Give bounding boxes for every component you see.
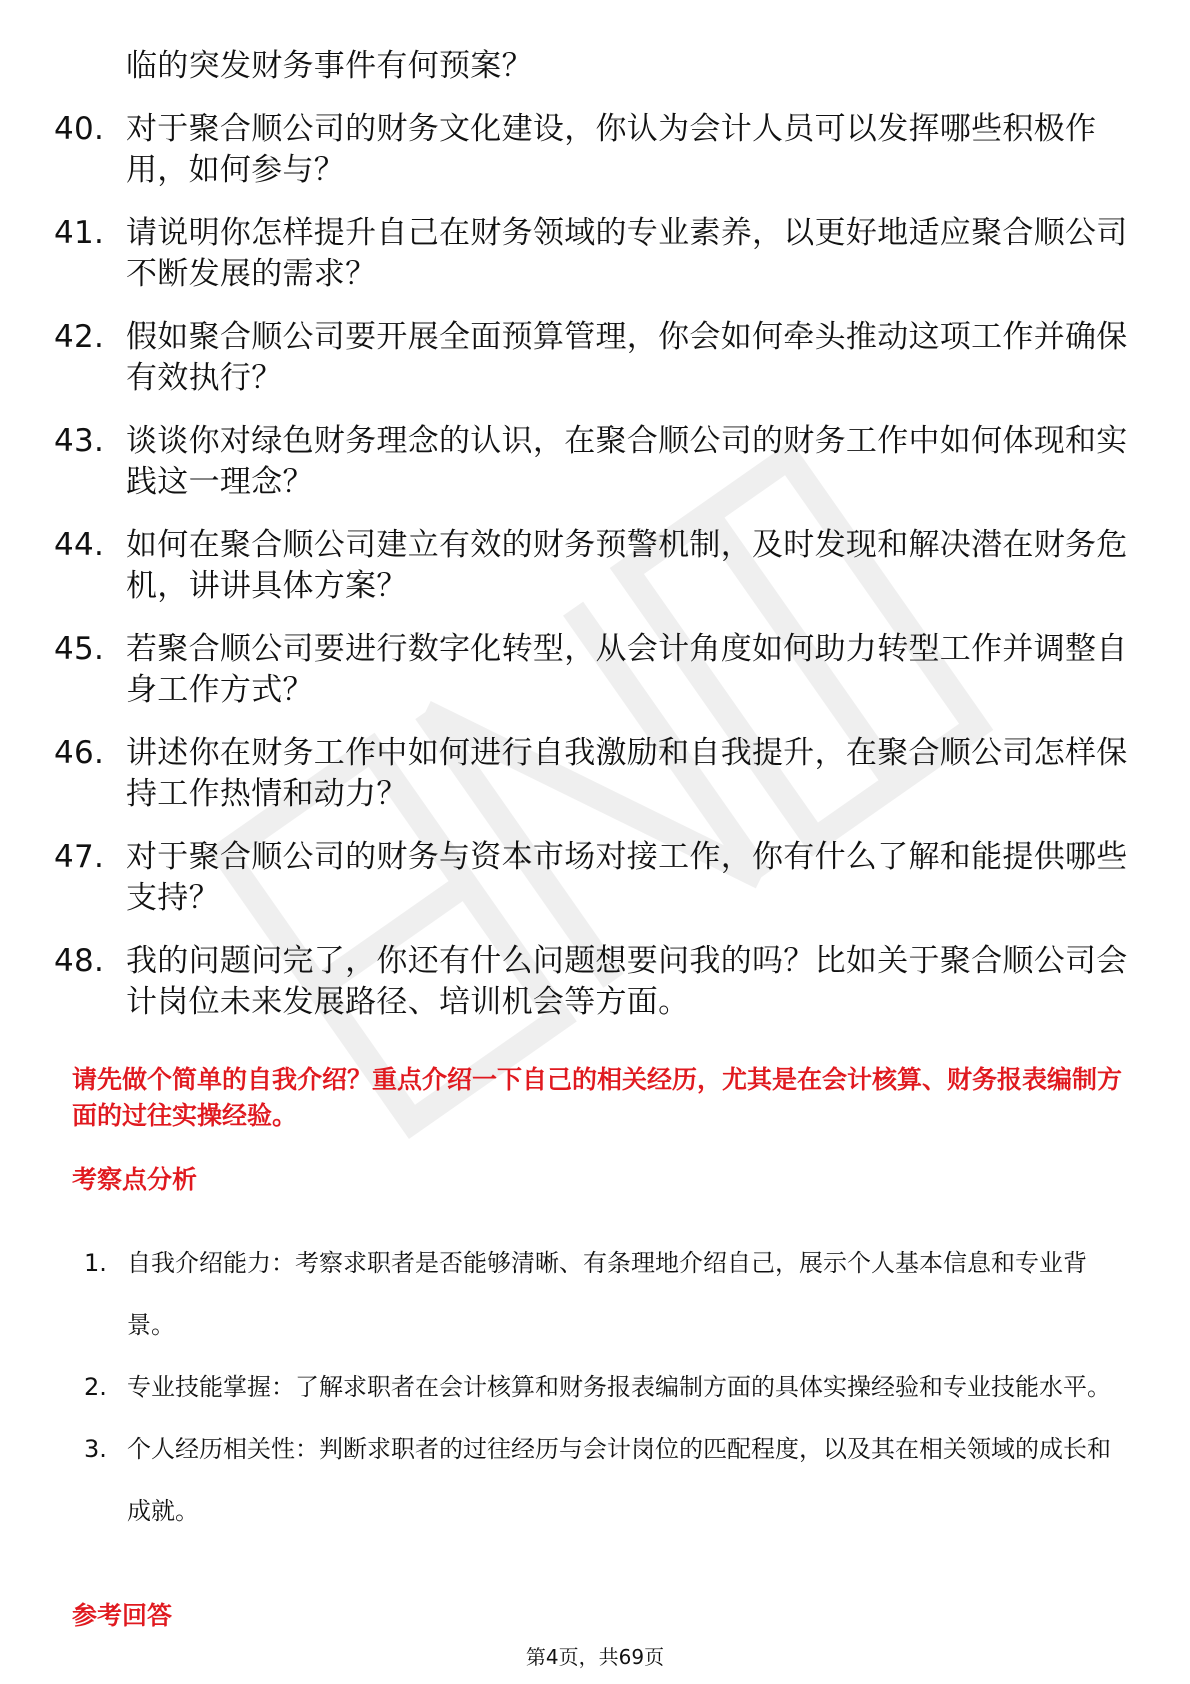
highlight-question: 请先做个简单的自我介绍？重点介绍一下自己的相关经历，尤其是在会计核算、财务报表编制方面的过往实操经验。 (72, 1065, 1123, 1130)
question-number: 45. (54, 631, 105, 667)
question-item (54, 213, 1144, 295)
question-text: 如何在聚合顺公司建立有效的财务预警机制，及时发现和解决潜在财务危机，讲讲具体方案？ (126, 527, 1128, 604)
page-footer: 第4页，共69页 (525, 1645, 665, 1669)
analysis-number: 1. (84, 1249, 107, 1277)
question-text: 我的问题问完了，你还有什么问题想要问我的吗？比如关于聚合顺公司会计岗位未来发展路径、培训机会等方面。 (126, 943, 1128, 1020)
question-item (54, 733, 1144, 815)
reference-heading: 参考回答 (72, 1601, 173, 1630)
analysis-item (84, 1232, 1124, 1356)
question-number: 40. (54, 111, 105, 147)
question-text: 讲述你在财务工作中如何进行自我激励和自我提升，在聚合顺公司怎样保持工作热情和动力？ (126, 735, 1128, 812)
question-item (54, 629, 1144, 711)
analysis-text: 自我介绍能力：考察求职者是否能够清晰、有条理地介绍自己，展示个人基本信息和专业背景。 (127, 1249, 1087, 1339)
question-number: 43. (54, 423, 105, 459)
question-text: 对于聚合顺公司的财务与资本市场对接工作，你有什么了解和能提供哪些支持？ (126, 839, 1128, 916)
question-text: 对于聚合顺公司的财务文化建设，你认为会计人员可以发挥哪些积极作用，如何参与？ (126, 111, 1097, 188)
analysis-heading: 考察点分析 (72, 1165, 198, 1194)
question-text: 若聚合顺公司要进行数字化转型，从会计角度如何助力转型工作并调整自身工作方式？ (126, 631, 1128, 708)
question-text: 假如聚合顺公司要开展全面预算管理，你会如何牵头推动这项工作并确保有效执行？ (126, 319, 1128, 396)
question-item (54, 525, 1144, 607)
analysis-list (84, 1232, 1124, 1542)
question-item (54, 421, 1144, 503)
analysis-item (84, 1356, 1124, 1418)
question-item (54, 109, 1144, 191)
question-item (54, 317, 1144, 399)
question-number: 42. (54, 319, 105, 355)
question-item (54, 837, 1144, 919)
analysis-number: 3. (84, 1435, 107, 1463)
question-text: 临的突发财务事件有何预案？ (126, 48, 533, 84)
question-number: 41. (54, 215, 105, 251)
analysis-number: 2. (84, 1373, 107, 1401)
question-number: 48. (54, 943, 105, 979)
question-item (54, 46, 1144, 87)
analysis-text: 个人经历相关性：判断求职者的过往经历与会计岗位的匹配程度，以及其在相关领域的成长和成就。 (127, 1435, 1111, 1525)
question-number: 44. (54, 527, 105, 563)
question-number: 46. (54, 735, 105, 771)
question-text: 请说明你怎样提升自己在财务领域的专业素养，以更好地适应聚合顺公司不断发展的需求？ (126, 215, 1128, 292)
question-item (54, 941, 1144, 1023)
question-list (54, 46, 1144, 1045)
analysis-item (84, 1418, 1124, 1542)
analysis-text: 专业技能掌握：了解求职者在会计核算和财务报表编制方面的具体实操经验和专业技能水平。 (127, 1373, 1111, 1401)
question-text: 谈谈你对绿色财务理念的认识，在聚合顺公司的财务工作中如何体现和实践这一理念？ (126, 423, 1128, 500)
question-number: 47. (54, 839, 105, 875)
